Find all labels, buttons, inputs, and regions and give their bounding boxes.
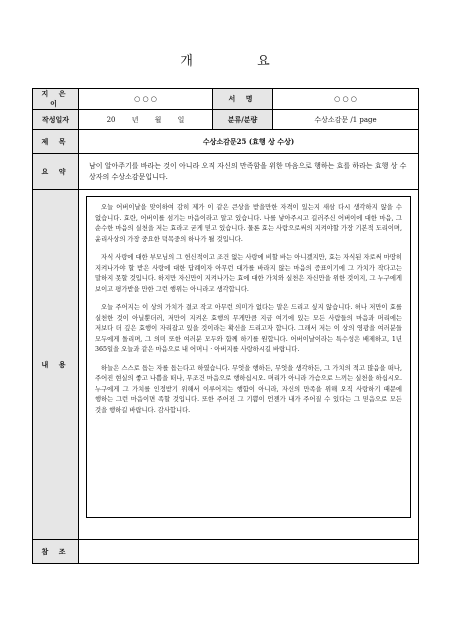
reference-label: 참 조 — [33, 540, 79, 564]
subject-label: 제 목 — [33, 130, 79, 154]
author-label: 지 은 이 — [33, 89, 79, 110]
row-content — [33, 190, 419, 540]
content-label: 내 용 — [33, 190, 79, 540]
content-cell — [79, 190, 419, 540]
content-box — [86, 196, 411, 518]
content-paragraph-4: 하늘은 스스로 돕는 자를 돕는다고 하였습니다. 무엇을 행하든, 무엇을 생각하든, 그 가치의 적고 많음을 떠나, 주어진 현실의 좋고 나쁨을 떠나, 무조건 마음으로 행하십시오. 머리가 아니라 가슴으로 느끼는 실천을 하십시오. 누구에게 그 가치를 인정받기 위해서 이루어지는 행함이 아니라, 자신의 만족을 위해 오직 사랑하기 때문에 행하는 그런 마음이면 족할 것입니다. 또한 주어진 그 기쁨이 언젠가 내가 주어질 수 있다는 그 믿음으로 모든 것을 행하길 바랍니다. 감사합니다. — [95, 364, 402, 414]
row-subject — [33, 130, 419, 154]
row-reference — [33, 540, 419, 564]
subject-value: 수상소감문25 (효행 상 수상) — [79, 130, 419, 154]
row-date — [33, 110, 419, 130]
row-author — [33, 89, 419, 110]
category-value: 수상소감문 /1 page — [273, 110, 419, 130]
signature-label: 서 명 — [213, 89, 273, 110]
summary-label: 요 약 — [33, 154, 79, 190]
signature-value: ○ ○ ○ — [273, 89, 419, 110]
summary-value: 남이 알아주기를 바라는 것이 아니라 오직 자신의 만족함을 위한 마음으로 행하는 효를 하라는 효행 상 수상자의 수상소감문입니다. — [79, 154, 419, 190]
date-value: 20 년 월 일 — [79, 110, 213, 130]
document-title: 개 요 — [180, 54, 300, 69]
category-label: 분류/분량 — [213, 110, 273, 130]
overview-form — [32, 88, 419, 564]
content-paragraph-1: 오늘 어버이날을 맞이하여 감히 제가 이 같은 큰상을 받을만한 자격이 있는지 새삼 다시 생각하지 않을 수 없습니다. 효란, 어버이를 섬기는 마음이라고 알고 있습니다. 나를 낳아주시고 길러주신 어버이에 대한 마음, 그 순수한 마음의 실천을 저는 효라고 굳게 믿고 있습니다. 물론 효는 사람으로써의 지켜야할 가장 기본적 도리이며, 윤리사상의 가장 중요한 덕목중의 하나가 될 것입니다. — [95, 204, 402, 243]
date-label: 작성일자 — [33, 110, 79, 130]
reference-value — [79, 540, 419, 564]
row-summary — [33, 154, 419, 190]
author-value: ○ ○ ○ — [79, 89, 213, 110]
content-paragraph-3: 오늘 주어지는 이 상의 가치가 결코 작고 아무런 의미가 없다는 말은 드리고 싶지 않습니다. 허나 저만이 효를 실천한 것이 아닐뿐더러, 저만이 지켜온 효행의 무게만큼 지금 여기에 있는 모든 사람들의 마음과 머리에는 저보다 더 깊은 효행이 자리잡고 있을 것이라는 확신을 드리고자 합니다. 그래서 저는 이 상의 영광을 여러분들 모두에게 돌리며, 그 의미 또한 여러분 모두와 함께 하기를 원합니다. 어버이날이라는 특수성은 배제하고, 1년 365일을 오늘과 같은 마음으로 내 어머니 · 아버지를 사랑하시길 바랍니다. — [95, 304, 402, 353]
content-paragraph-2: 자식 사랑에 대한 부모님의 그 헌신적이고 조건 없는 사랑에 비할 바는 아니겠지만, 효는 자식된 자로써 마땅히 지켜나가야 할 받은 사랑에 대한 답례이자 아무런 대가를 바라지 않는 마음의 증표이기에 그 가치가 작다고는 말하지 못할 것입니다. 하지만 자신만이 지켜나가는 효에 대한 가치와 실천은 자신만을 위한 것이지, 그 누구에게 보이고 평가받을 만한 그런 행위는 아니라고 생각합니다. — [95, 254, 402, 293]
